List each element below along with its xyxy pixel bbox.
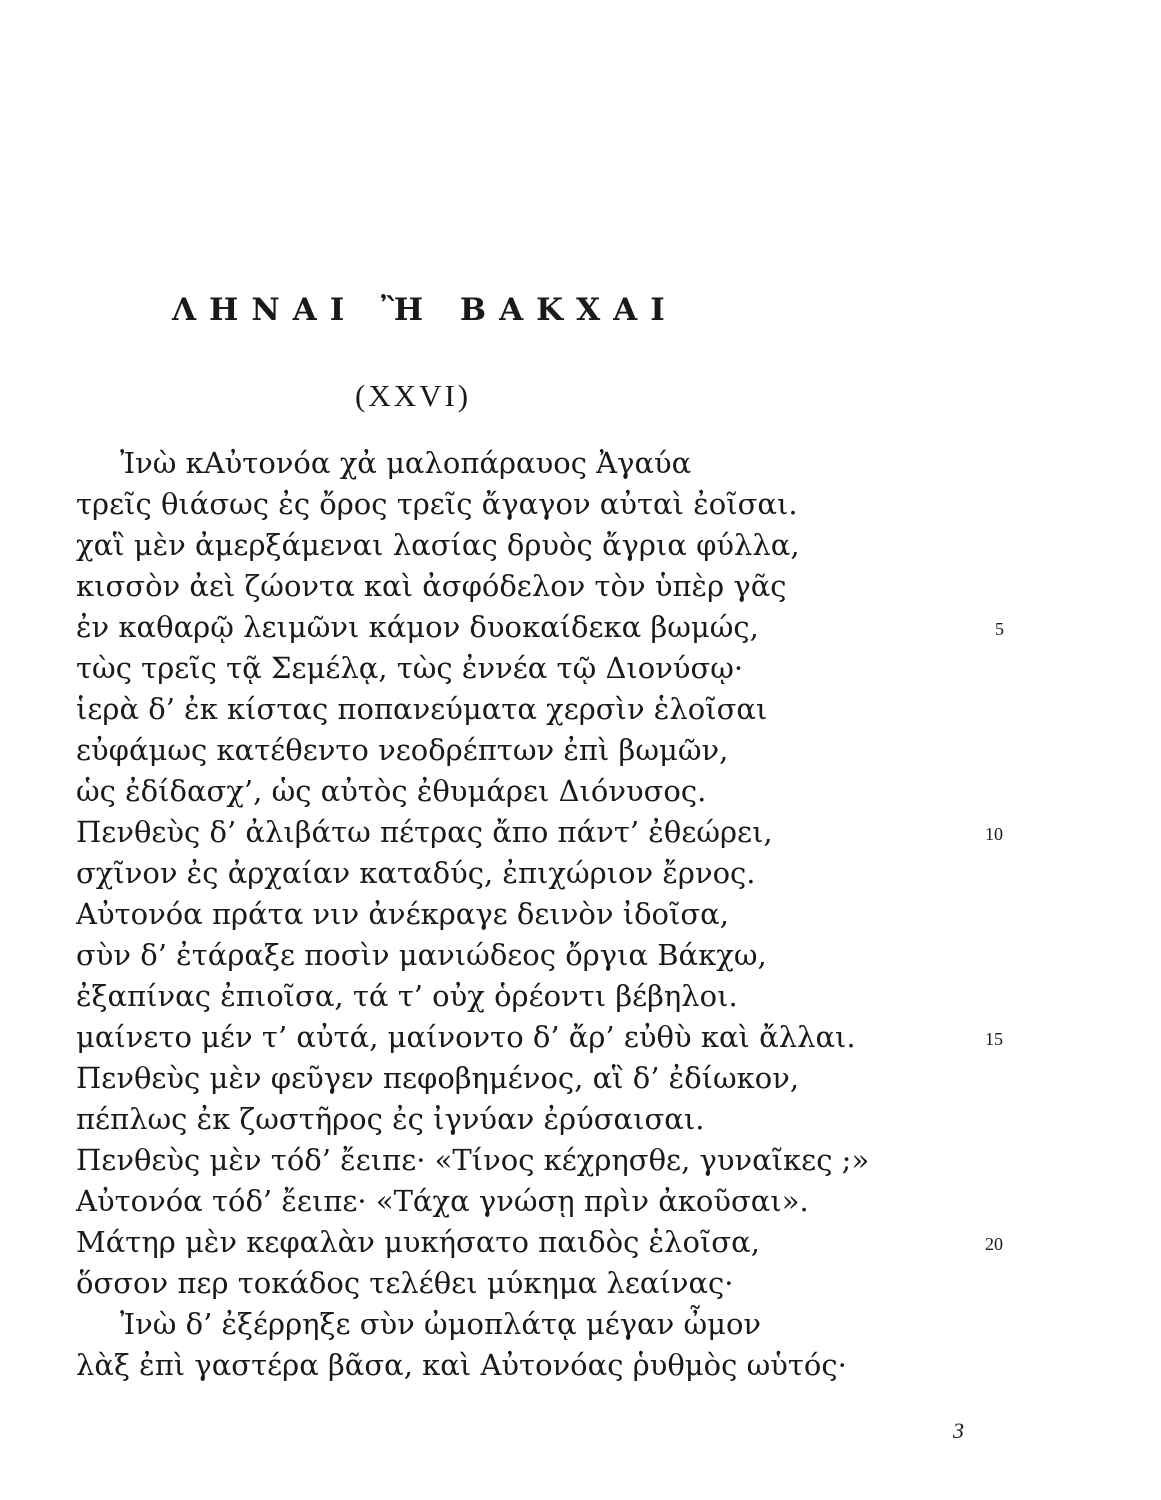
verse-line <box>0 1222 1161 1263</box>
verse-text: Πενθεὺς μὲν φεῦγεν πεφοβημένος, αἳ δ’ ἐδίωκον, <box>76 1061 800 1095</box>
section-number: (XXVI) <box>355 378 472 413</box>
verse-text: τρεῖς θιάσως ἐς ὄρος τρεῖς ἄγαγον αὐταὶ ἐοῖσαι. <box>76 487 798 521</box>
page-number: 3 <box>953 1418 964 1443</box>
verse-line <box>0 525 1161 566</box>
poem-body <box>0 443 1161 1386</box>
verse-text: Αὐτονόα τόδ’ ἔειπε· «Τάχα γνώσῃ πρὶν ἀκοῦσαι». <box>76 1184 809 1218</box>
line-number: 5 <box>995 619 1004 639</box>
verse-text: Ἰνὼ κΑὐτονόα χἀ μαλοπάραυος Ἀγαύα <box>120 446 692 480</box>
verse-text: Αὐτονόα πράτα νιν ἀνέκραγε δεινὸν ἰδοῖσα, <box>76 897 729 931</box>
verse-line <box>0 1263 1161 1304</box>
verse-text: Ἰνὼ δ’ ἐξέρρηξε σὺν ὠμοπλάτᾳ μέγαν ὦμον <box>120 1307 762 1341</box>
verse-text: λὰξ ἐπὶ γαστέρα βᾶσα, καὶ Αὐτονόας ῥυθμὸς ωὑτός· <box>76 1348 847 1382</box>
verse-line <box>0 812 1161 853</box>
verse-text: ἐν καθαρῷ λειμῶνι κάμον δυοκαίδεκα βωμώς, <box>76 610 759 644</box>
verse-line <box>0 1140 1161 1181</box>
line-number: 15 <box>985 1029 1003 1049</box>
verse-line <box>0 730 1161 771</box>
poem-title: ΛΗΝΑΙ Ἢ ΒΑΚΧΑΙ <box>172 292 678 328</box>
verse-text: πέπλως ἐκ ζωστῆρος ἐς ἰγνύαν ἐρύσαισαι. <box>76 1102 705 1136</box>
verse-line <box>0 935 1161 976</box>
verse-line <box>0 566 1161 607</box>
verse-text: χαἳ μὲν ἀμερξάμεναι λασίας δρυὸς ἄγρια φύλλα, <box>76 528 800 562</box>
verse-line <box>0 1099 1161 1140</box>
verse-line <box>0 976 1161 1017</box>
line-number: 10 <box>985 824 1003 844</box>
verse-line <box>0 443 1161 484</box>
verse-line <box>0 1058 1161 1099</box>
verse-text: Μάτηρ μὲν κεφαλὰν μυκήσατο παιδὸς ἑλοῖσα, <box>76 1225 760 1259</box>
verse-line <box>0 607 1161 648</box>
line-number: 20 <box>985 1234 1003 1254</box>
verse-line <box>0 853 1161 894</box>
verse-text: σχῖνον ἐς ἀρχαίαν καταδύς, ἐπιχώριον ἔρνος. <box>76 856 756 890</box>
verse-text: σὺν δ’ ἐτάραξε ποσὶν μανιώδεος ὄργια Βάκχω, <box>76 938 767 972</box>
verse-line <box>0 1304 1161 1345</box>
verse-text: μαίνετο μέν τ’ αὐτά, μαίνοντο δ’ ἄρ’ εὐθὺ καὶ ἄλλαι. <box>76 1020 856 1054</box>
verse-text: τὼς τρεῖς τᾷ Σεμέλᾳ, τὼς ἐννέα τῷ Διονύσῳ· <box>76 651 744 685</box>
verse-line <box>0 894 1161 935</box>
verse-text: ὡς ἐδίδασχ’, ὡς αὐτὸς ἐθυμάρει Διόνυσος. <box>76 774 707 808</box>
verse-line <box>0 771 1161 812</box>
verse-line <box>0 648 1161 689</box>
verse-line <box>0 1017 1161 1058</box>
verse-text: ἐξαπίνας ἐπιοῖσα, τά τ’ οὐχ ὁρέοντι βέβηλοι. <box>76 979 738 1013</box>
verse-line <box>0 1181 1161 1222</box>
verse-line <box>0 484 1161 525</box>
verse-line <box>0 689 1161 730</box>
verse-line <box>0 1345 1161 1386</box>
verse-text: Πενθεὺς δ’ ἀλιβάτω πέτρας ἄπο πάντ’ ἐθεώρει, <box>76 815 773 849</box>
verse-text: Πενθεὺς μὲν τόδ’ ἔειπε· «Τίνος κέχρησθε, γυναῖκες ;» <box>76 1143 870 1177</box>
verse-text: ὅσσον περ τοκάδος τελέθει μύκημα λεαίνας· <box>76 1266 734 1300</box>
verse-text: εὐφάμως κατέθεντο νεοδρέπτων ἐπὶ βωμῶν, <box>76 733 729 767</box>
verse-text: ἱερὰ δ’ ἐκ κίστας ποπανεύματα χερσὶν ἑλοῖσαι <box>76 692 768 726</box>
verse-text: κισσὸν ἀεὶ ζώοντα καὶ ἀσφόδελον τὸν ὑπὲρ γᾶς <box>76 569 787 603</box>
